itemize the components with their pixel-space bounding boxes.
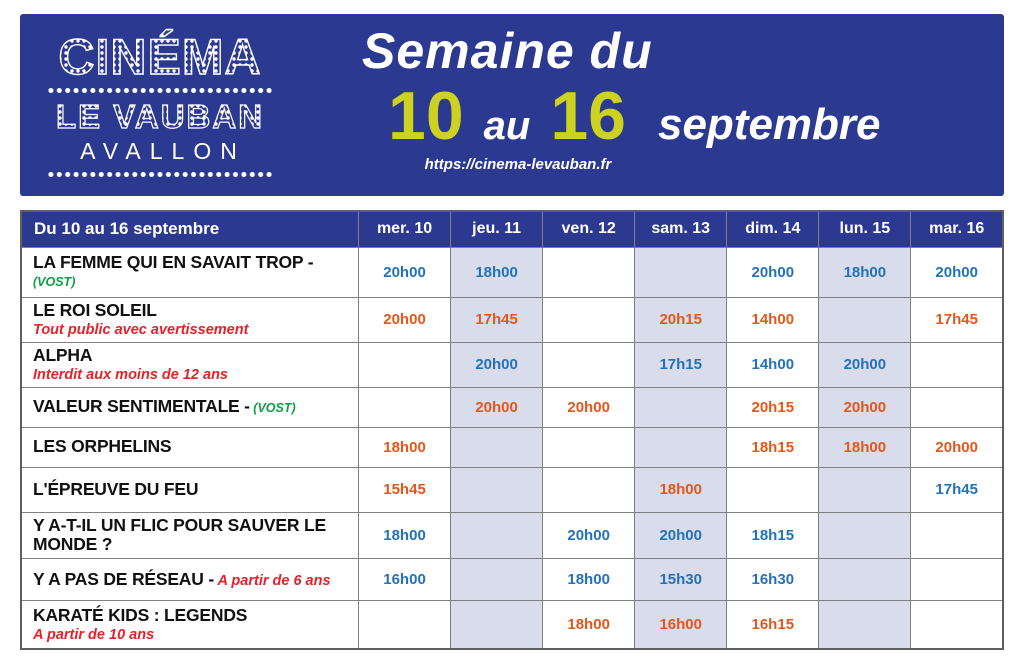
movie-row [21,247,1003,297]
showtime-cell [451,427,543,467]
showtime-cell [727,467,819,512]
day-header: ven. 12 [543,211,635,247]
website-url[interactable]: https://cinema-levauban.fr [424,156,612,173]
cinema-logo [36,26,284,181]
movie-subtitle: A partir de 10 ans [33,626,155,643]
showtime-cell: 20h00 [359,297,451,342]
showtime-cell [819,297,911,342]
dotted-separator-bottom [46,170,274,179]
showtime-cell: 18h00 [635,467,727,512]
showtime-cell [359,342,451,387]
logo-city: AVALLON [80,138,246,164]
movie-note: (VOST) [33,275,76,289]
showtime-cell: 20h15 [727,387,819,427]
showtime-cell: 20h00 [451,342,543,387]
showtime-cell: 20h00 [359,247,451,297]
showtime-cell: 15h30 [635,559,727,601]
movie-title: LE ROI SOLEIL [33,299,157,320]
marquee-cinema-text [39,26,281,84]
showtime-cell: 15h45 [359,467,451,512]
dotted-separator-top [46,86,274,95]
showtime-cell [911,601,1003,649]
showtime-cell [819,601,911,649]
day-header: sam. 13 [635,211,727,247]
showtime-cell: 16h30 [727,559,819,601]
movie-row [21,342,1003,387]
title-prefix: Semaine du [362,23,653,79]
showtime-cell: 17h45 [911,297,1003,342]
showtime-cell: 18h15 [727,427,819,467]
movie-title: KARATÉ KIDS : LEGENDS [33,604,248,625]
movie-title-cell [21,559,359,601]
showtime-cell [635,247,727,297]
showtime-cell: 18h00 [819,427,911,467]
day-header: mar. 16 [911,211,1003,247]
date-to: 16 [550,78,626,154]
showtime-cell: 20h00 [911,247,1003,297]
table-corner-label: Du 10 au 16 septembre [21,211,359,247]
logo-line2: LE VAUBAN [55,98,265,135]
header-row [21,211,1003,247]
day-header: mer. 10 [359,211,451,247]
showtime-cell: 18h00 [359,427,451,467]
day-header: dim. 14 [727,211,819,247]
logo-line1: CINÉMA [58,29,262,84]
showtime-cell [819,559,911,601]
showtime-cell: 17h45 [911,467,1003,512]
movie-title: ALPHA [33,344,93,365]
showtime-cell [543,427,635,467]
week-title [348,22,998,173]
showtime-cell: 17h15 [635,342,727,387]
showtime-cell: 18h00 [543,601,635,649]
showtime-cell [911,342,1003,387]
showtime-cell [635,427,727,467]
movie-row [21,427,1003,467]
movie-row [21,512,1003,559]
showtime-cell: 20h00 [543,387,635,427]
showtime-cell: 16h00 [635,601,727,649]
schedule-table-body [21,247,1003,649]
showtime-cell [911,512,1003,559]
day-header: lun. 15 [819,211,911,247]
showtime-cell: 16h00 [359,559,451,601]
date-month: septembre [657,100,881,149]
showtime-cell: 18h00 [543,559,635,601]
showtime-cell [543,247,635,297]
showtime-cell: 20h00 [911,427,1003,467]
schedule-table [20,210,1004,650]
movie-title: Y A-T-IL UN FLIC POUR SAUVER LE MONDE ? [33,514,326,555]
showtime-cell: 17h45 [451,297,543,342]
showtime-cell: 14h00 [727,297,819,342]
movie-title-cell [21,512,359,559]
movie-title-cell [21,247,359,297]
movie-row [21,387,1003,427]
date-from: 10 [388,78,464,154]
showtime-cell [451,512,543,559]
showtime-cell: 18h00 [819,247,911,297]
showtime-cell [819,467,911,512]
showtime-cell [359,601,451,649]
showtime-cell: 20h00 [451,387,543,427]
showtime-cell [451,467,543,512]
marquee-vauban-text [39,97,281,135]
movie-title: L'ÉPREUVE DU FEU [33,478,199,499]
showtime-cell [543,297,635,342]
movie-subtitle: Interdit aux moins de 12 ans [33,366,228,383]
movie-row [21,297,1003,342]
showtime-cell: 20h15 [635,297,727,342]
date-range [348,78,998,154]
showtime-cell: 20h00 [635,512,727,559]
showtime-cell [819,512,911,559]
showtime-cell [543,342,635,387]
movie-row [21,559,1003,601]
movie-title-cell [21,342,359,387]
showtime-cell: 20h00 [819,342,911,387]
schedule-table-head [21,211,1003,247]
movie-note: (VOST) [249,401,296,416]
day-header: jeu. 11 [451,211,543,247]
movie-title-cell [21,427,359,467]
showtime-cell [451,559,543,601]
movie-title: LA FEMME QUI EN SAVAIT TROP - [33,252,314,273]
movie-row [21,467,1003,512]
movie-note: A partir de 6 ans [213,572,331,589]
movie-subtitle: Tout public avec avertissement [33,321,249,338]
showtime-cell: 18h00 [451,247,543,297]
showtime-cell [543,467,635,512]
showtime-cell: 16h15 [727,601,819,649]
showtime-cell: 20h00 [819,387,911,427]
showtime-cell [911,559,1003,601]
showtime-cell [911,387,1003,427]
showtime-cell: 18h15 [727,512,819,559]
showtime-cell: 20h00 [727,247,819,297]
showtime-cell: 20h00 [543,512,635,559]
movie-title-cell [21,387,359,427]
movie-row [21,601,1003,649]
showtime-cell [451,601,543,649]
movie-title: Y A PAS DE RÉSEAU - [33,568,214,589]
banner [20,14,1004,196]
movie-title: VALEUR SENTIMENTALE - [33,396,250,417]
movie-title: LES ORPHELINS [33,436,172,457]
showtime-cell: 14h00 [727,342,819,387]
date-separator: au [483,104,531,148]
movie-title-cell [21,601,359,649]
movie-title-cell [21,467,359,512]
movie-title-cell [21,297,359,342]
showtime-cell: 18h00 [359,512,451,559]
showtime-cell [359,387,451,427]
showtime-cell [635,387,727,427]
